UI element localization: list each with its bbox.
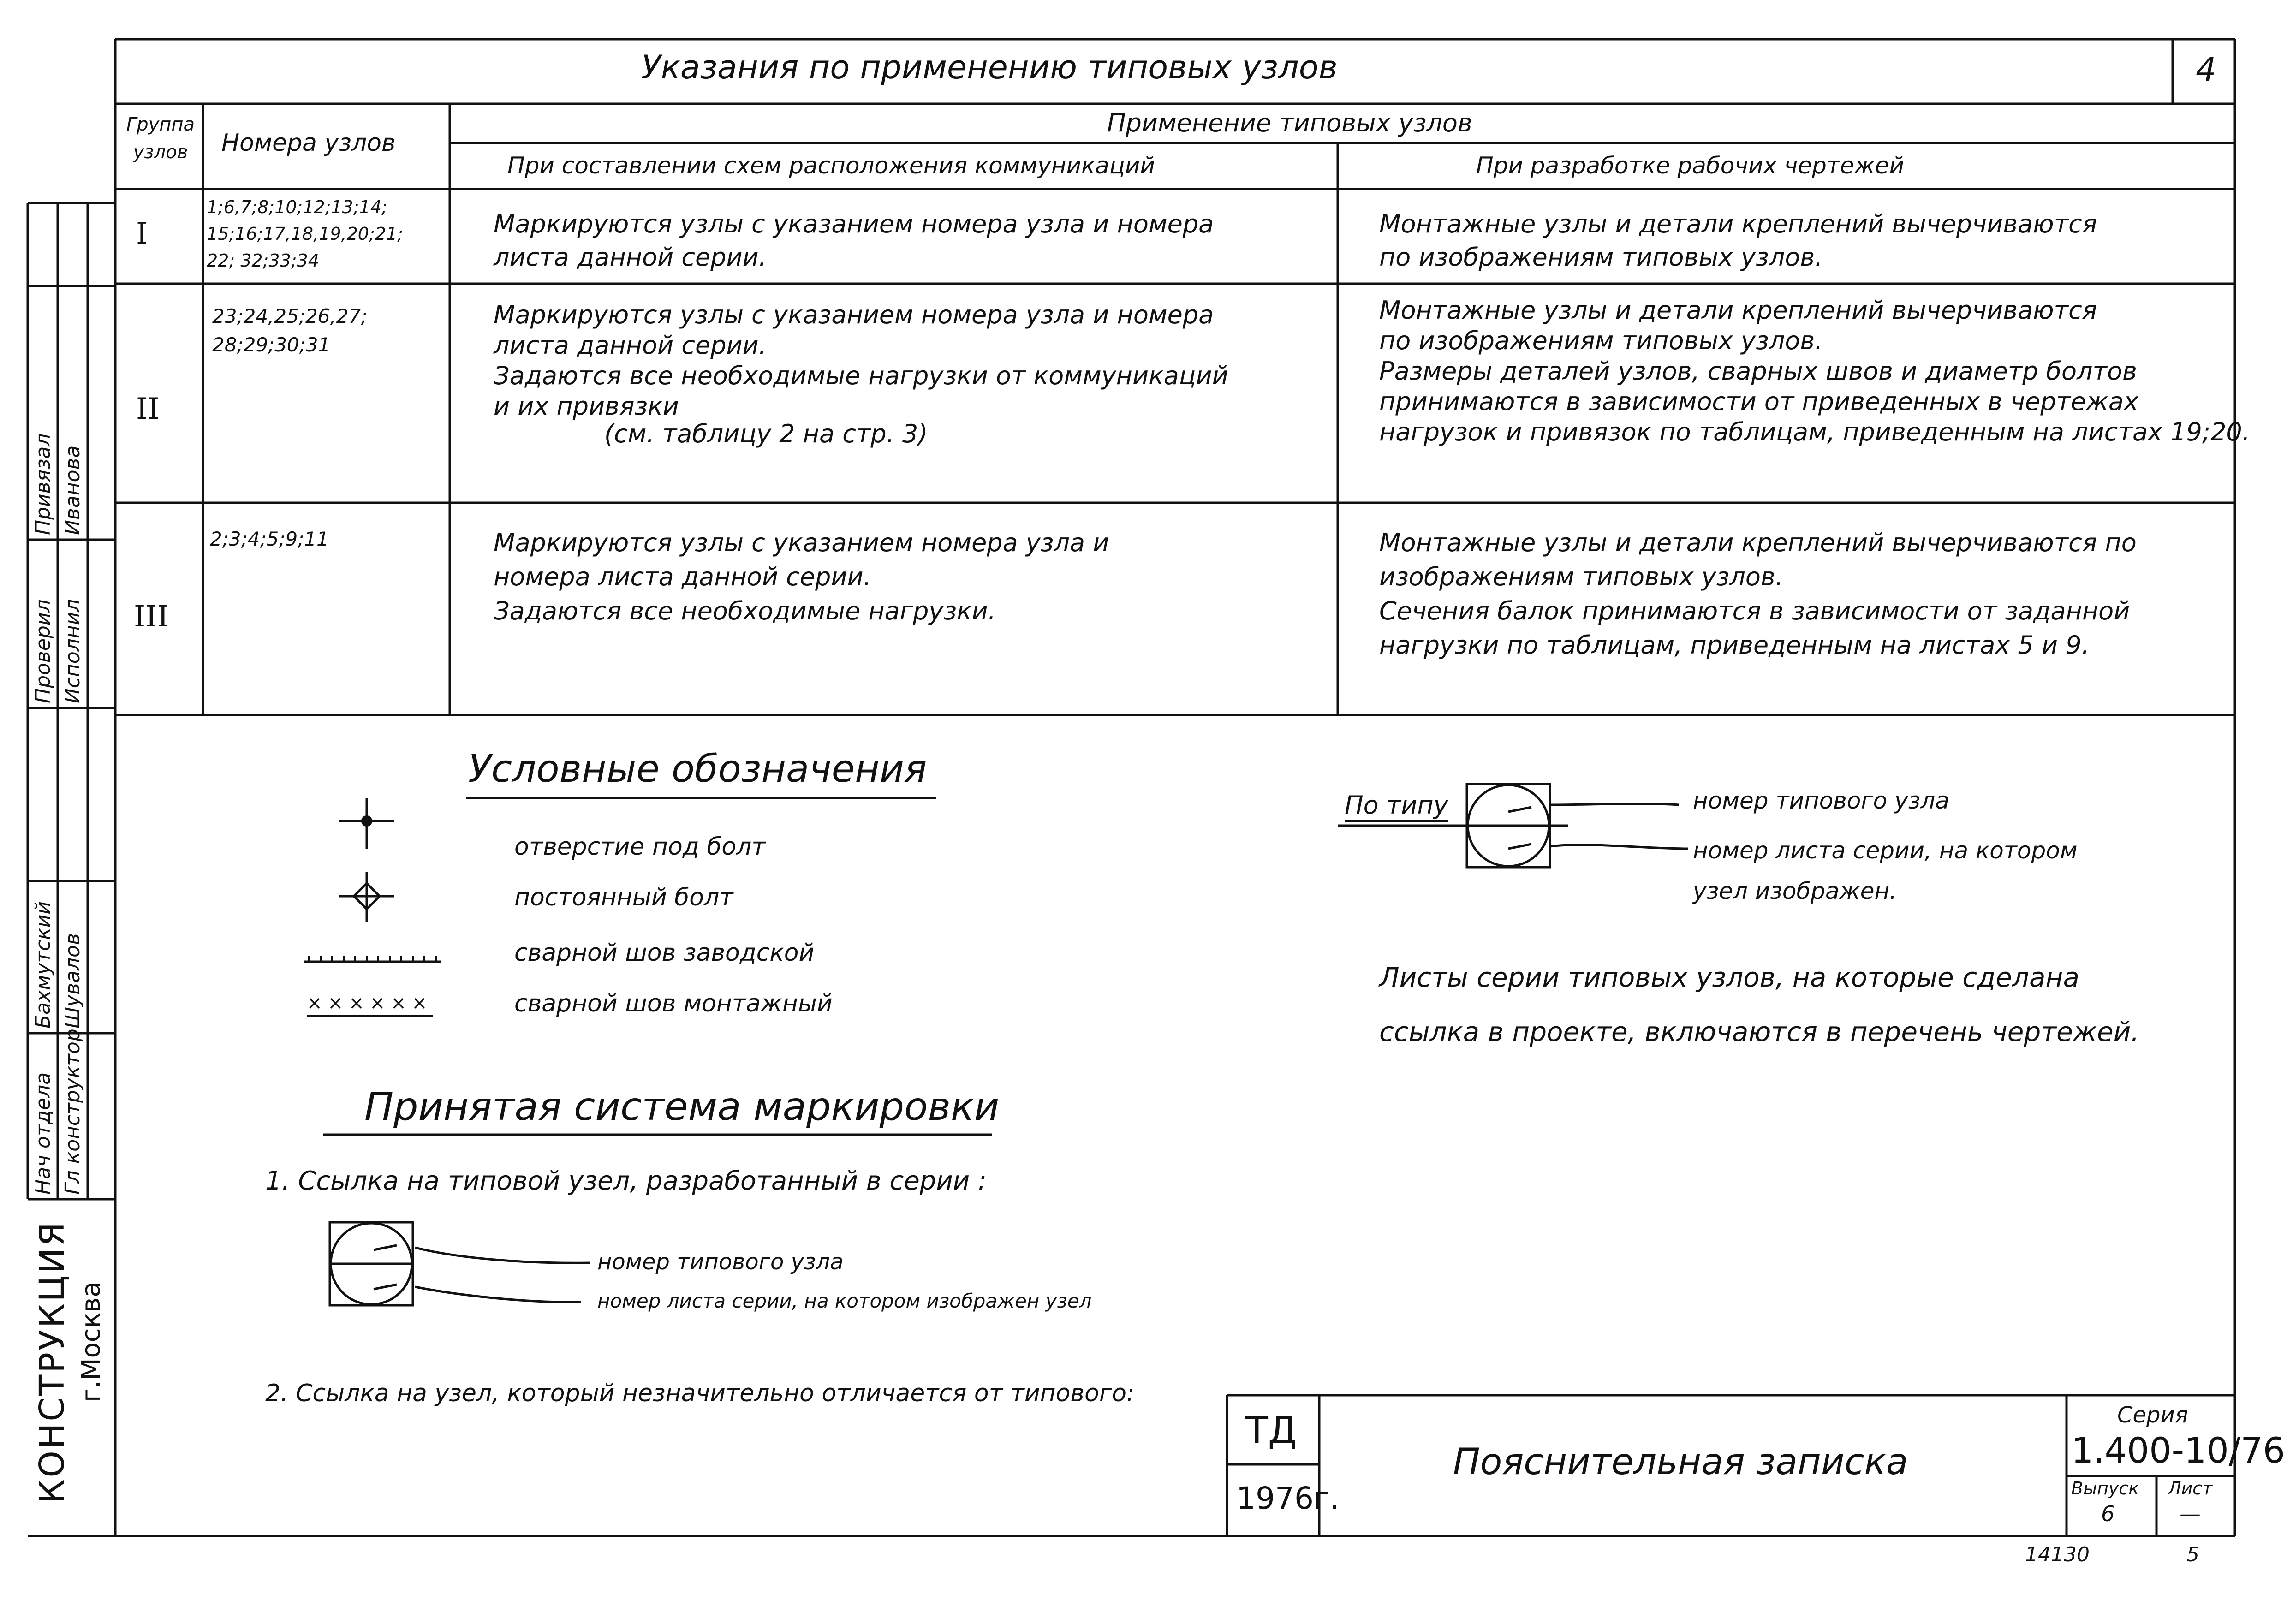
row-3-numbers: 2;3;4;5;9;11 xyxy=(210,528,329,550)
stamp-issue-label: Выпуск xyxy=(2071,1478,2139,1499)
row-1-drawings: Монтажные узлы и детали креплений вычерчиваются по изображениям типовых узлов. xyxy=(1379,209,2097,272)
legend-item-site-weld: сварной шов монтажный xyxy=(514,990,833,1017)
sidebar-role-chief: Гл конструктор xyxy=(61,1029,84,1195)
page-number: 4 xyxy=(2196,51,2216,89)
row-3-schemes: Маркируются узлы с указанием номера узла и номера листа данной серии. Задаются все необходимые нагрузки. xyxy=(494,528,1109,625)
footer-inventory: 14130 xyxy=(2025,1543,2090,1566)
stamp-series-label: Серия xyxy=(2117,1402,2188,1428)
series-note: Листы серии типовых узлов, на которые сделана ссылка в проекте, включаются в перечень чертежей. xyxy=(1379,962,2139,1047)
legend-item-bolt: постоянный болт xyxy=(514,884,733,911)
sidebar-name-2: Шувалов xyxy=(61,933,84,1029)
stamp-series: 1.400-10/76 xyxy=(2071,1430,2286,1471)
row-1-numbers: 1;6,7;8;10;12;13;14; 15;16;17,18,19,20;21; 22; 32;33;34 xyxy=(207,197,403,271)
legend-item-factory-weld: сварной шов заводской xyxy=(514,939,815,967)
row-3-group: III xyxy=(134,600,169,634)
marking-item-2: 2. Ссылка на узел, который незначительно отличается от типового: xyxy=(265,1380,1135,1407)
row-2-numbers: 23;24,25;26,27; 28;29;30;31 xyxy=(212,305,368,356)
row-2-group: II xyxy=(136,392,160,426)
row-2-schemes: Маркируются узлы с указанием номера узла и номера листа данной серии. Задаются все необходимые нагрузки от коммуникаций и их привязки xyxy=(494,300,1228,421)
legend-title: Условные обозначения xyxy=(468,747,927,791)
page-title: Указания по применению типовых узлов xyxy=(641,48,1338,86)
sidebar-role-linked: Привязал xyxy=(31,433,55,535)
row-2-schemes-note: (см. таблицу 2 на стр. 3) xyxy=(604,419,928,448)
sidebar-name-3: Иванова xyxy=(61,445,84,535)
sidebar-org: КОНСТРУКЦИЯ xyxy=(32,1220,72,1504)
site-weld-symbol: ×××××× xyxy=(307,992,433,1017)
type-ref-node-number: номер типового узла xyxy=(1693,787,1949,814)
marking-node-number: номер типового узла xyxy=(597,1249,844,1275)
header-schemes: При составлении схем расположения коммуникаций xyxy=(507,152,1155,179)
marking-sheet-number: номер листа серии, на котором изображен узел xyxy=(597,1290,1092,1312)
legend-item-hole: отверстие под болт xyxy=(514,833,766,861)
row-1-schemes: Маркируются узлы с указанием номера узла и номера листа данной серии. xyxy=(494,209,1214,272)
row-2-drawings: Монтажные узлы и детали креплений вычерчиваются по изображениям типовых узлов. Размеры деталей узлов, сварных швов и диаметр болтов принимаются в зависимости от приведенных в чертежах нагрузок и привязок по таблицам, приведенным на листах 19;20. xyxy=(1379,296,2250,446)
row-3-drawings: Монтажные узлы и детали креплений вычерчиваются по изображениям типовых узлов. Сечения балок принимаются в зависимости от заданной нагрузки по таблицам, приведенным на листах 5 и 9. xyxy=(1379,528,2137,660)
marking-title: Принятая система маркировки xyxy=(364,1084,1000,1129)
stamp-doc-title: Пояснительная записка xyxy=(1453,1441,1908,1483)
header-group: Группа узлов xyxy=(126,114,195,163)
type-ref-label: По типу xyxy=(1345,791,1448,820)
stamp-sheet-label: Лист xyxy=(2168,1478,2213,1499)
header-application: Применение типовых узлов xyxy=(1107,108,1472,137)
type-ref-sheet-number: номер листа серии, на котором узел изображен. xyxy=(1693,837,2078,904)
stamp-issue: 6 xyxy=(2101,1501,2115,1526)
stamp-year: 1976г. xyxy=(1236,1481,1340,1516)
sidebar-role-checked: Проверил xyxy=(31,599,55,703)
stamp-sheet: — xyxy=(2180,1501,2201,1526)
header-drawings: При разработке рабочих чертежей xyxy=(1476,152,1905,179)
sidebar-name-1: Бахмутский xyxy=(31,901,55,1029)
row-1-group: I xyxy=(136,217,148,251)
sidebar-role-executed: Исполнил xyxy=(61,599,84,703)
sidebar-city: г.Москва xyxy=(76,1281,106,1402)
header-numbers: Номера узлов xyxy=(221,129,396,157)
stamp-td: ТД xyxy=(1245,1409,1297,1452)
marking-item-1: 1. Ссылка на типовой узел, разработанный в серии : xyxy=(265,1166,987,1196)
sidebar-role-head: Нач отдела xyxy=(31,1072,55,1195)
footer-copy: 5 xyxy=(2186,1543,2199,1566)
